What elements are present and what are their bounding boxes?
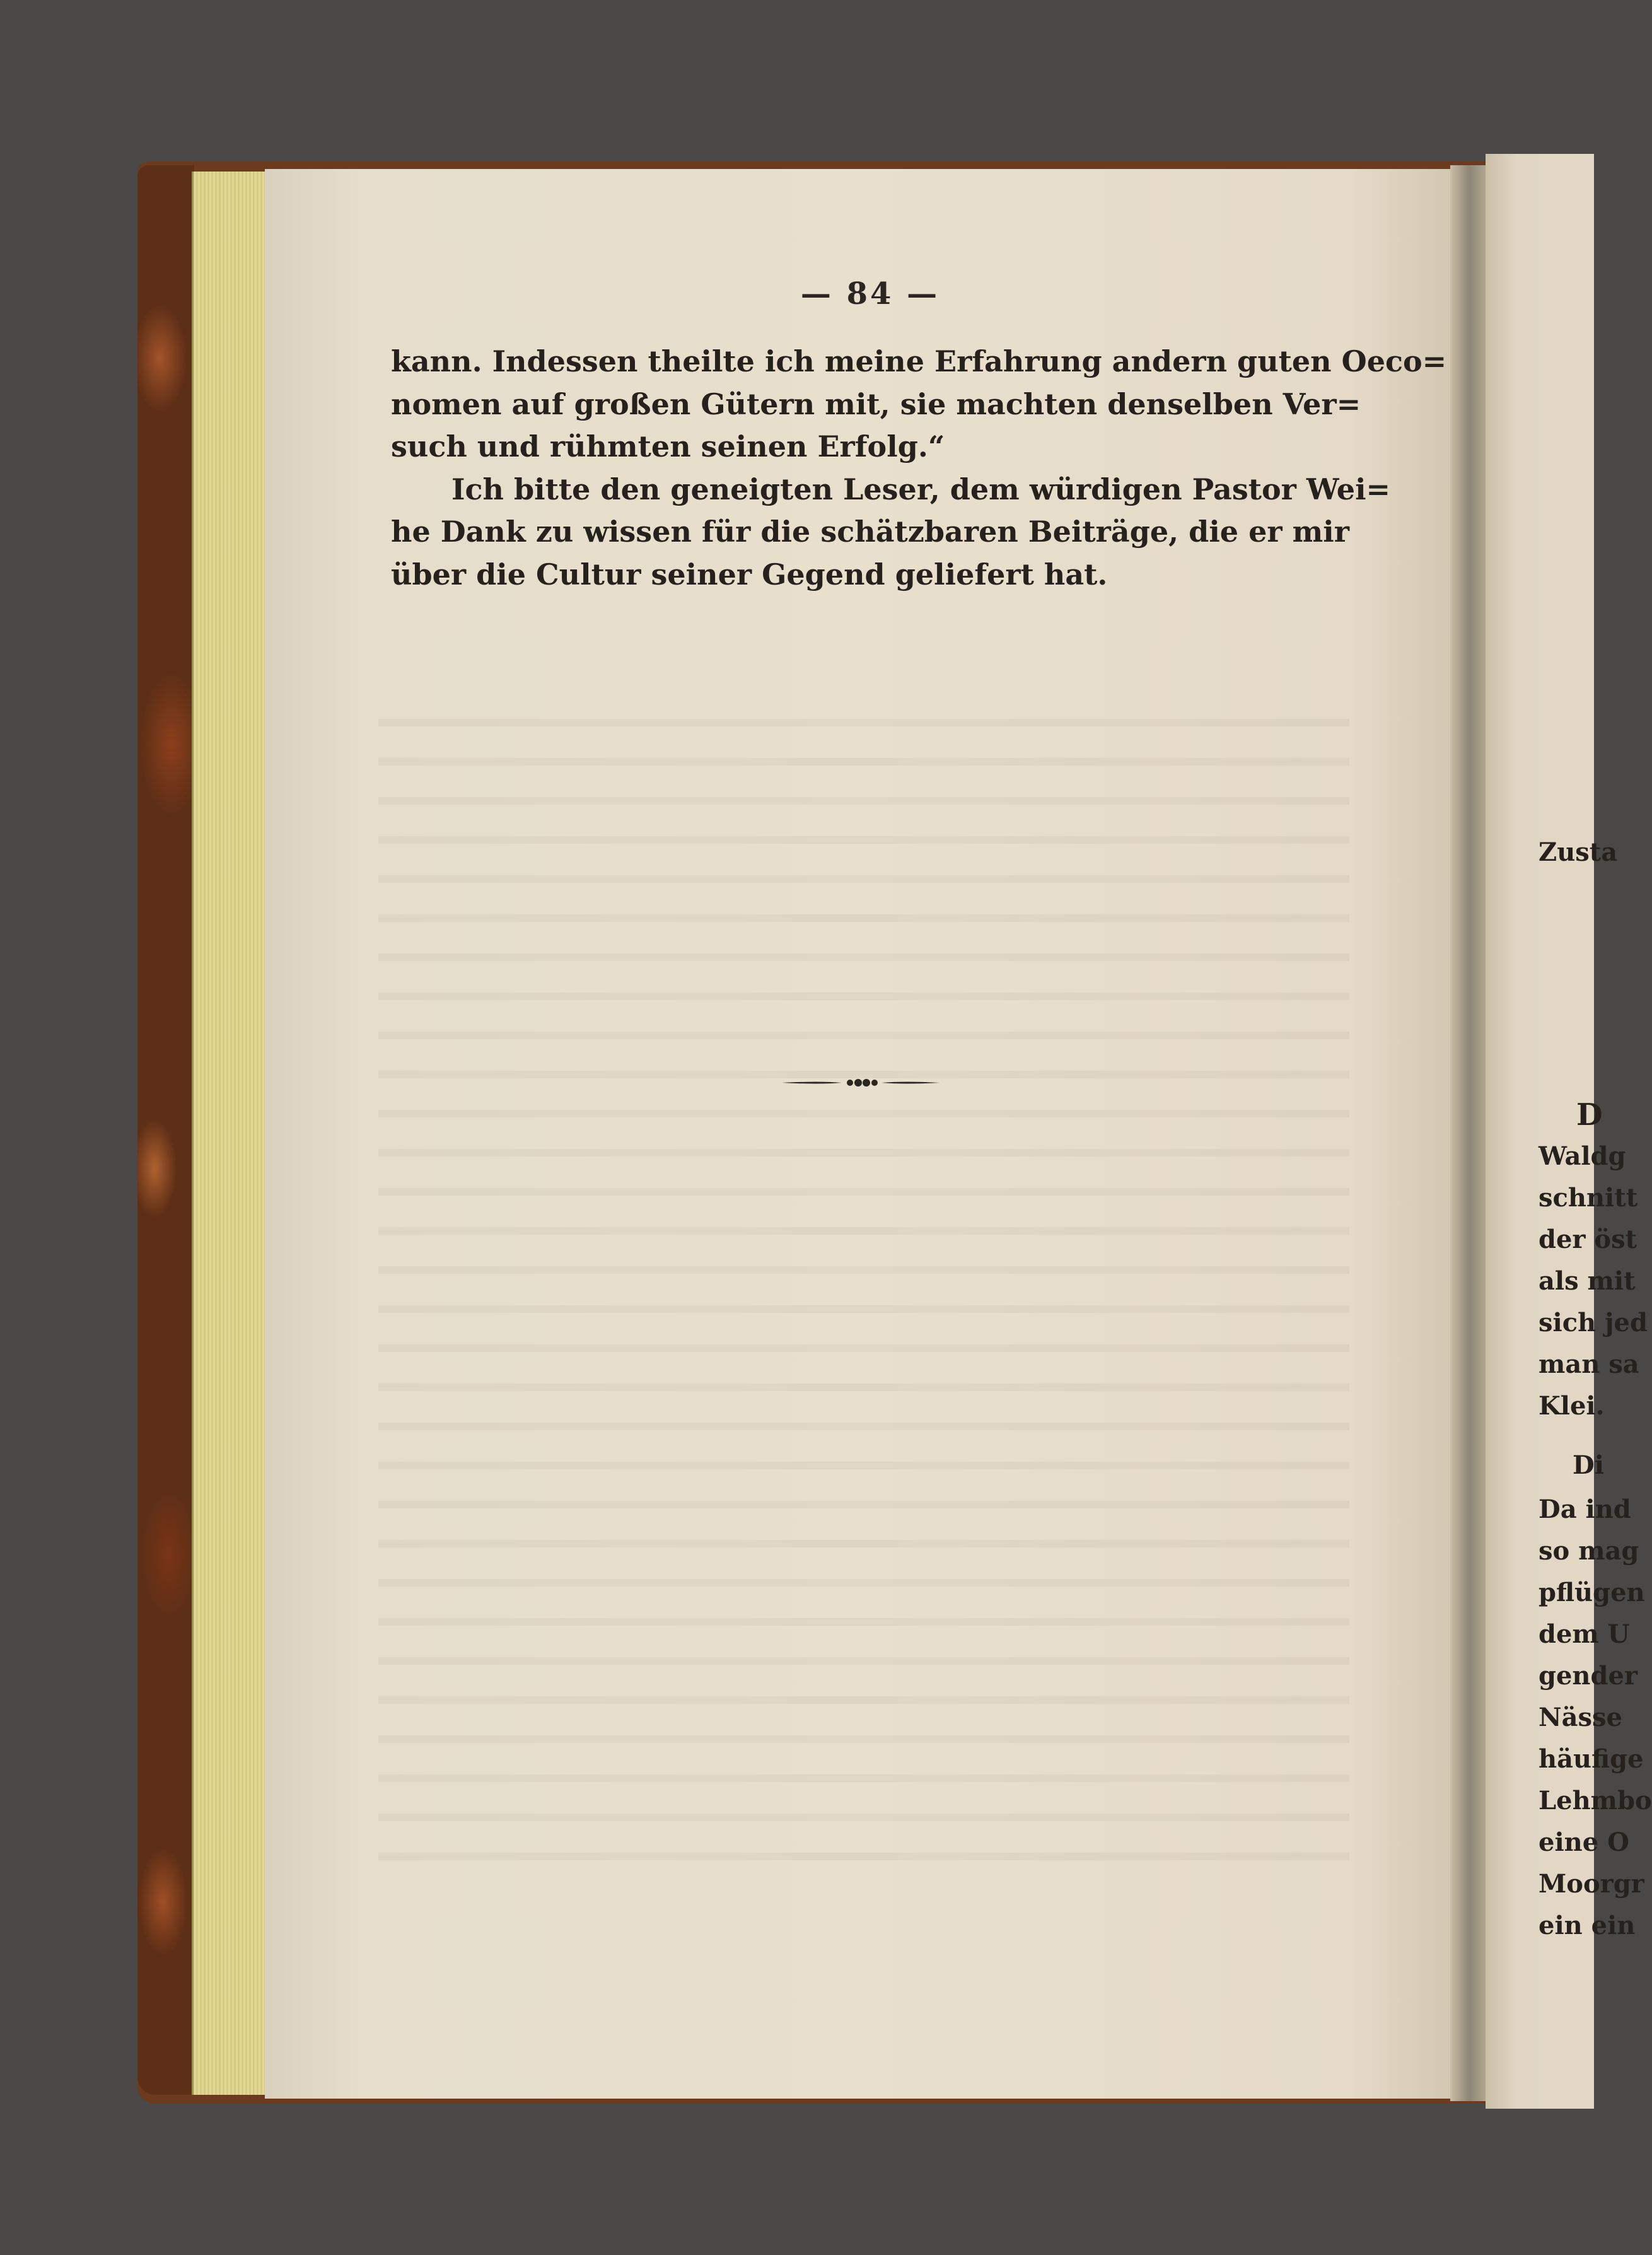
facing-text-fragment: Waldg [1539, 1141, 1626, 1171]
facing-text-fragment: Di [1573, 1450, 1604, 1480]
facing-text-fragment: so mag [1539, 1536, 1639, 1566]
text-line: Ich bitte den geneigten Leser, dem würdigen Pastor Wei= [451, 472, 1391, 506]
facing-text-fragment: pflügen [1539, 1578, 1645, 1607]
facing-text-fragment: gender [1539, 1661, 1637, 1691]
body-text [391, 341, 1447, 596]
text-line: nomen auf großen Gütern mit, sie machten denselben Ver= [391, 387, 1361, 421]
facing-text-fragment: eine O [1539, 1827, 1629, 1857]
facing-text-fragment: als mit [1539, 1266, 1636, 1296]
facing-text-fragment: Zusta [1539, 837, 1618, 867]
facing-text-fragment: der öst [1539, 1225, 1637, 1254]
page-edges [192, 172, 269, 2095]
facing-text-fragment: häufige [1539, 1744, 1644, 1774]
facing-text-fragment: man sa [1539, 1349, 1639, 1379]
facing-text-fragment: Lehmbo [1539, 1786, 1652, 1815]
facing-text-fragment: ein ein [1539, 1911, 1636, 1940]
text-line: kann. Indessen theilte ich meine Erfahrung andern guten Oeco= [391, 344, 1447, 378]
section-ornament [782, 1073, 939, 1092]
facing-text-fragment: schnitt [1539, 1183, 1638, 1213]
facing-text-fragment: Klei. [1539, 1391, 1605, 1421]
facing-text-fragment: D [1576, 1097, 1603, 1133]
page-number: — 84 — [800, 276, 940, 312]
marbled-cover-edge [137, 165, 194, 2095]
facing-text-fragment: dem U [1539, 1619, 1630, 1649]
facing-text-fragment: Da ind [1539, 1495, 1631, 1524]
text-line: über die Cultur seiner Gegend geliefert hat. [391, 557, 1108, 591]
text-line: such und rühmten seinen Erfolg.“ [391, 429, 945, 463]
facing-text-fragment: Moorgr [1539, 1869, 1644, 1899]
facing-text-fragment: Nässe [1539, 1703, 1622, 1732]
book-gutter [1450, 165, 1488, 2101]
show-through-text [378, 694, 1349, 1892]
facing-text-fragment: sich jed [1539, 1308, 1648, 1337]
text-line: he Dank zu wissen für die schätzbaren Beiträge, die er mir [391, 515, 1349, 549]
